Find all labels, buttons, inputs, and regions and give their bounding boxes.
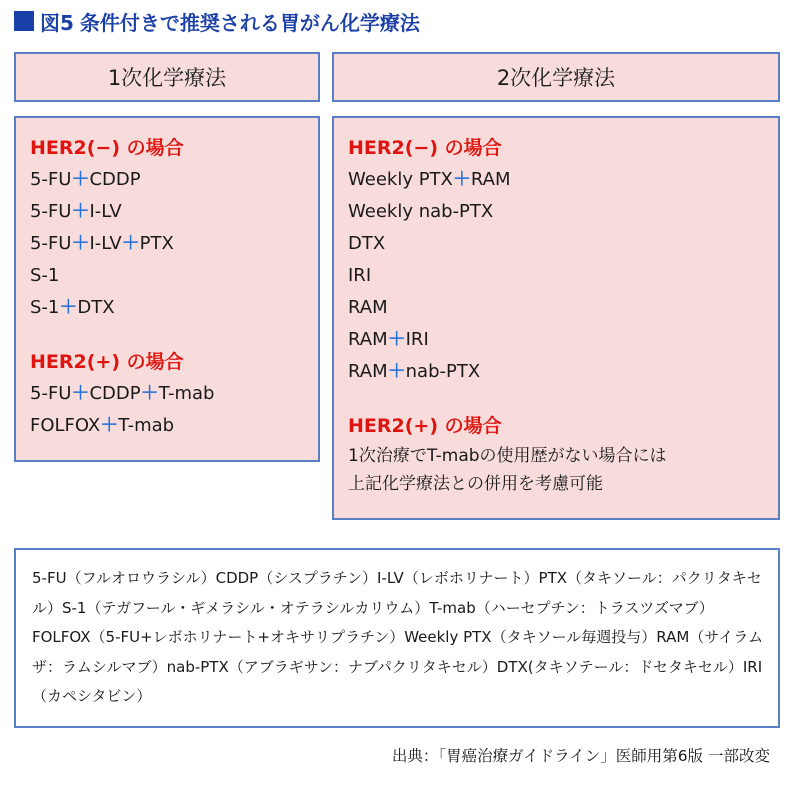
second-line-header [332, 52, 780, 102]
first-her2-neg-list [30, 164, 304, 324]
first-line-header [14, 52, 320, 102]
abbreviation-box [14, 548, 780, 728]
figure-title-text: 条件付きで推奨される胃がん化学療法 [79, 10, 420, 35]
first-her2-neg-heading: HER2(−) の場合 [30, 137, 184, 159]
drug-name: RAM [348, 361, 388, 382]
second-her2-pos-note-2: 上記化学療法との併用を考慮可能 [348, 474, 603, 494]
drug-name: Weekly PTX [348, 169, 453, 190]
regimen-item [30, 292, 304, 324]
drug-name: I-LV [89, 201, 122, 222]
regimen-item [348, 324, 764, 356]
regimen-item [30, 378, 304, 410]
second-line-header-text: 2次化学療法 [496, 66, 616, 90]
source-citation: 出典：「胃癌治療ガイドライン」医師用第6版 一部改変 [391, 747, 770, 765]
plus-icon: ＋ [121, 233, 140, 254]
drug-name: RAM [470, 169, 511, 190]
drug-name: 5-FU [30, 201, 72, 222]
first-her2-pos-heading: HER2(+) の場合 [30, 351, 184, 373]
drug-name: IRI [348, 265, 372, 286]
regimen-item [348, 164, 764, 196]
drug-name: 5-FU [30, 169, 72, 190]
second-her2-pos-heading: HER2(+) の場合 [348, 415, 502, 437]
plus-icon: ＋ [71, 233, 90, 254]
plus-icon: ＋ [140, 383, 159, 404]
regimen-item [30, 260, 304, 292]
regimen-item [348, 196, 764, 228]
regimen-item [348, 292, 764, 324]
abbreviation-text: 5-FU（フルオロウラシル）CDDP（シスプラチン）I-LV（レボホリナート）PTX（タキソール：パクリタキセル）S-1（テガフール・ギメラシル・オテラシルカリウム）T-mab（ハーセプチン：トラスツズマブ）FOLFOX（5-FU+レボホリナート+オキサリプラチン）Weekly PTX（タキソール毎週投与）RAM（サイラムザ：ラムシルマブ）nab-PTX（アブラギサン：ナブパクリタキセル）DTX(タキソテール：ドセタキセル）IRI（カペシタビン） [32, 569, 764, 705]
drug-name: 5-FU [30, 383, 72, 404]
plus-icon: ＋ [71, 169, 90, 190]
plus-icon: ＋ [387, 329, 406, 350]
second-her2-neg-heading: HER2(−) の場合 [348, 137, 502, 159]
drug-name: I-LV [89, 233, 122, 254]
drug-name: Weekly nab-PTX [348, 201, 494, 222]
drug-name: T-mab [118, 415, 175, 436]
first-line-panel [14, 116, 320, 462]
plus-icon: ＋ [452, 169, 471, 190]
title-square-icon [14, 11, 34, 31]
drug-name: IRI [405, 329, 429, 350]
plus-icon: ＋ [59, 297, 78, 318]
drug-name: DTX [348, 233, 386, 254]
plus-icon: ＋ [71, 201, 90, 222]
drug-name: CDDP [89, 383, 141, 404]
second-line-panel [332, 116, 780, 520]
first-line-header-text: 1次化学療法 [107, 66, 227, 90]
drug-name: RAM [348, 329, 388, 350]
plus-icon: ＋ [387, 361, 406, 382]
figure-number: 図5 [40, 10, 74, 35]
plus-icon: ＋ [100, 415, 119, 436]
drug-name: nab-PTX [405, 361, 481, 382]
second-her2-neg-list [348, 164, 764, 388]
drug-name: PTX [139, 233, 174, 254]
regimen-item [348, 260, 764, 292]
first-her2-pos-list [30, 378, 304, 442]
regimen-item [30, 196, 304, 228]
drug-name: RAM [348, 297, 388, 318]
drug-name: T-mab [158, 383, 215, 404]
regimen-item [348, 356, 764, 388]
regimen-item [348, 228, 764, 260]
second-her2-pos-note-1: 1次治療でT-mabの使用歴がない場合には [348, 446, 667, 466]
drug-name: S-1 [30, 297, 60, 318]
plus-icon: ＋ [71, 383, 90, 404]
regimen-item [30, 410, 304, 442]
drug-name: DTX [77, 297, 115, 318]
drug-name: S-1 [30, 265, 60, 286]
drug-name: FOLFOX [30, 415, 101, 436]
figure-title [14, 6, 420, 36]
drug-name: 5-FU [30, 233, 72, 254]
drug-name: CDDP [89, 169, 141, 190]
regimen-item [30, 164, 304, 196]
regimen-item [30, 228, 304, 260]
